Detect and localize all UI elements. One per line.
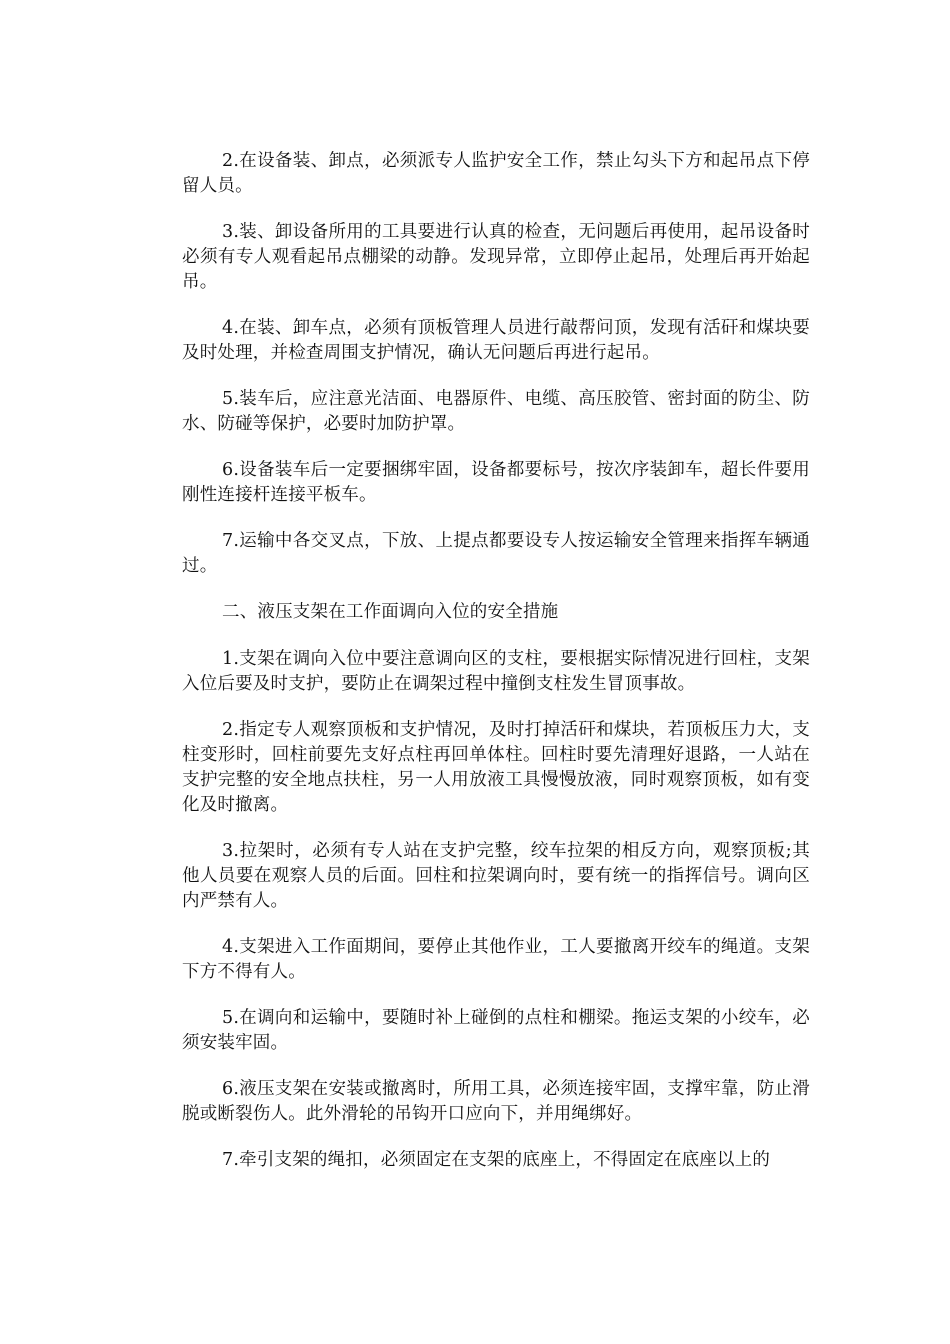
paragraph-support-7: 7.牵引支架的绳扣，必须固定在支架的底座上，不得固定在底座以上的: [222, 1150, 771, 1170]
paragraph-item-4: 4.在装、卸车点，必须有顶板管理人员进行敲帮问顶，发现有活矸和煤块要及时处理，并检查周围支护情况，确认无问题后再进行起吊。: [182, 318, 810, 363]
paragraph-item-6: 6.设备装车后一定要捆绑牢固，设备都要标号，按次序装卸车，超长件要用刚性连接杆连接平板车。: [182, 460, 810, 505]
paragraph-support-1: 1.支架在调向入位中要注意调向区的支柱，要根据实际情况进行回柱，支架入位后要及时支护，要防止在调架过程中撞倒支柱发生冒顶事故。: [182, 649, 810, 694]
section-heading: 二、液压支架在工作面调向入位的安全措施: [222, 602, 559, 622]
paragraph-support-5: 5.在调向和运输中，要随时补上碰倒的点柱和棚梁。拖运支架的小绞车，必须安装牢固。: [182, 1008, 810, 1053]
paragraph-support-4: 4.支架进入工作面期间，要停止其他作业，工人要撤离开绞车的绳道。支架下方不得有人。: [182, 937, 810, 982]
paragraph-support-2: 2.指定专人观察顶板和支护情况，及时打掉活矸和煤块，若顶板压力大，支柱变形时，回柱前要先支好点柱再回单体柱。回柱时要先清理好退路，一人站在支护完整的安全地点扶柱，另一人用放液工具慢慢放液，同时观察顶板，如有变化及时撤离。: [182, 720, 810, 815]
paragraph-item-7: 7.运输中各交叉点，下放、上提点都要设专人按运输安全管理来指挥车辆通过。: [182, 531, 810, 576]
paragraph-support-6: 6.液压支架在安装或撤离时，所用工具，必须连接牢固，支撑牢靠，防止滑脱或断裂伤人。此外滑轮的吊钩开口应向下，并用绳绑好。: [182, 1079, 810, 1124]
paragraph-item-2: 2.在设备装、卸点，必须派专人监护安全工作，禁止勾头下方和起吊点下停留人员。: [182, 151, 810, 196]
paragraph-support-3: 3.拉架时，必须有专人站在支护完整，绞车拉架的相反方向，观察顶板;其他人员要在观察人员的后面。回柱和拉架调向时，要有统一的指挥信号。调向区内严禁有人。: [182, 841, 810, 911]
paragraph-item-5: 5.装车后，应注意光洁面、电器原件、电缆、高压胶管、密封面的防尘、防水、防碰等保护，必要时加防护罩。: [182, 389, 810, 434]
paragraph-item-3: 3.装、卸设备所用的工具要进行认真的检查，无问题后再使用，起吊设备时必须有专人观看起吊点棚梁的动静。发现异常，立即停止起吊，处理后再开始起吊。: [182, 222, 810, 292]
document-body: [182, 149, 810, 1194]
